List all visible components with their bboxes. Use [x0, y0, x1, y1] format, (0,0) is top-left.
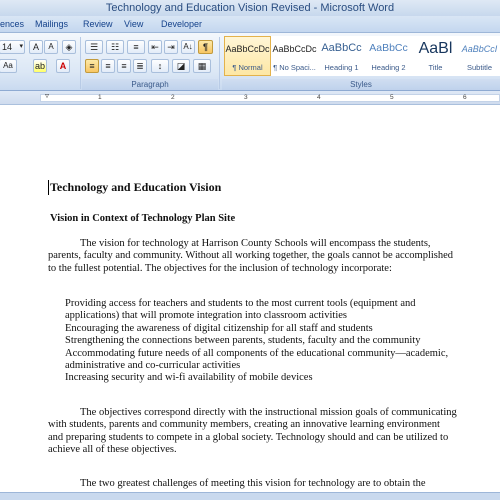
- list-item: Strengthening the connections between parents, students, faculty and the community: [65, 335, 421, 347]
- style-no-spacing[interactable]: [271, 36, 318, 76]
- style-name: ¶ No Spaci...: [273, 63, 316, 72]
- show-formatting-icon[interactable]: ¶: [198, 40, 213, 54]
- styles-group-label: Styles: [222, 79, 500, 90]
- tab-developer[interactable]: Developer: [161, 19, 203, 29]
- tab-view[interactable]: View: [124, 19, 144, 29]
- font-color-icon[interactable]: A: [56, 59, 70, 73]
- window-title: Technology and Education Vision Revised - Microsoft Word: [0, 0, 500, 16]
- style-preview: AaBbCc: [321, 42, 362, 54]
- paragraph-2: [48, 407, 458, 457]
- justify-icon[interactable]: ≣: [133, 59, 147, 73]
- style-heading-2[interactable]: [365, 36, 412, 76]
- style-name: Heading 1: [324, 63, 359, 72]
- shading-icon[interactable]: ◪: [172, 59, 190, 73]
- ruler-track: [40, 94, 500, 102]
- objectives-list: [65, 298, 460, 385]
- style-preview: AaBbCcDc: [225, 44, 270, 54]
- list-item: Encouraging the awareness of digital citizenship for all staff and students: [65, 322, 373, 334]
- font-size-select[interactable]: [0, 40, 25, 54]
- text-line: with students, parents and community members, creating an innovative learning environment: [48, 419, 440, 431]
- tab-mailings[interactable]: Mailings: [35, 19, 69, 29]
- ruler-number: 3: [244, 94, 248, 101]
- sort-icon[interactable]: A↓: [181, 40, 195, 54]
- text-cursor: [48, 180, 49, 195]
- style-normal[interactable]: [224, 36, 271, 76]
- chevron-down-icon: ▾: [19, 43, 23, 50]
- style-heading-1[interactable]: [318, 36, 365, 76]
- list-item: applications) that will promote integration into classroom activities: [65, 310, 347, 322]
- multilevel-list-icon[interactable]: ≡: [127, 40, 145, 54]
- ruler-number: 4: [317, 94, 321, 101]
- group-separator: [219, 37, 220, 89]
- ruler-number: 5: [390, 94, 394, 101]
- shrink-font-icon[interactable]: A: [44, 40, 58, 54]
- font-size-value: 14: [2, 42, 13, 52]
- line-spacing-icon[interactable]: ↕: [151, 59, 169, 73]
- text-line: parents, faculty and community. Without all working together, the goals cannot be accomplished: [48, 250, 454, 262]
- list-item: Accommodating future needs of all components of the educational community—academic,: [65, 347, 449, 359]
- indent-marker-icon[interactable]: ▿: [45, 91, 50, 100]
- highlight-icon[interactable]: ab: [34, 61, 45, 71]
- style-name: Title: [428, 63, 443, 72]
- style-preview: AaBbCcI: [461, 44, 498, 54]
- borders-icon[interactable]: ▦: [193, 59, 211, 73]
- paragraph-group-label: Paragraph: [82, 79, 218, 90]
- tab-references[interactable]: ences: [0, 19, 25, 29]
- text-line: The objectives correspond directly with the instructional mission goals of communicating: [80, 407, 457, 418]
- text-line: The vision for technology at Harrison County Schools will encompass the students,: [80, 238, 431, 249]
- ribbon-tabs: [0, 16, 500, 33]
- bullets-icon[interactable]: ☰: [85, 40, 103, 54]
- ribbon: [0, 33, 500, 91]
- increase-indent-icon[interactable]: ⇥: [164, 40, 178, 54]
- text-line: achieve all of these objectives.: [48, 444, 177, 456]
- style-name: ¶ Normal: [232, 63, 263, 72]
- align-left-icon[interactable]: ≡: [85, 59, 99, 73]
- style-subtitle[interactable]: [459, 36, 500, 76]
- style-preview: AaBbCc: [369, 42, 408, 54]
- style-title[interactable]: [412, 36, 459, 76]
- list-item: Increasing security and wi-fi availability of mobile devices: [65, 372, 313, 384]
- style-name: Subtitle: [466, 63, 493, 72]
- paragraph-3-partial: The two greatest challenges of meeting this vision for technology are to obtain the: [80, 478, 426, 489]
- style-preview: AaBbCcDc: [272, 44, 317, 54]
- clear-format-icon[interactable]: ◈: [62, 40, 76, 54]
- paragraph-1: [48, 238, 458, 275]
- style-preview: AaBl: [418, 40, 453, 57]
- list-item: administrative and co-curricular activities: [65, 360, 241, 372]
- style-name: Heading 2: [371, 63, 406, 72]
- text-line: and preparing students to compete in a global society. Technology should and can be utilized to: [48, 431, 449, 443]
- horizontal-ruler[interactable]: [0, 91, 500, 105]
- document-area[interactable]: [0, 105, 500, 492]
- decrease-indent-icon[interactable]: ⇤: [148, 40, 162, 54]
- ruler-number: 6: [463, 94, 467, 101]
- tab-review[interactable]: Review: [83, 19, 113, 29]
- numbering-icon[interactable]: ☷: [106, 40, 124, 54]
- status-bar: [0, 492, 500, 500]
- document-title: Technology and Education Vision: [50, 180, 222, 194]
- align-center-icon[interactable]: ≡: [101, 59, 115, 73]
- group-separator: [80, 37, 81, 89]
- list-item: Providing access for teachers and students to the most current tools (equipment and: [65, 298, 416, 309]
- text-line: to the fullest potential. The objectives for the inclusion of technology incorporate:: [48, 262, 392, 274]
- ruler-number: 1: [98, 94, 102, 101]
- align-right-icon[interactable]: ≡: [117, 59, 131, 73]
- change-case-icon[interactable]: Aa: [0, 59, 17, 73]
- grow-font-icon[interactable]: A: [29, 40, 43, 54]
- ruler-number: 2: [171, 94, 175, 101]
- document-subheading: Vision in Context of Technology Plan Site: [50, 213, 236, 224]
